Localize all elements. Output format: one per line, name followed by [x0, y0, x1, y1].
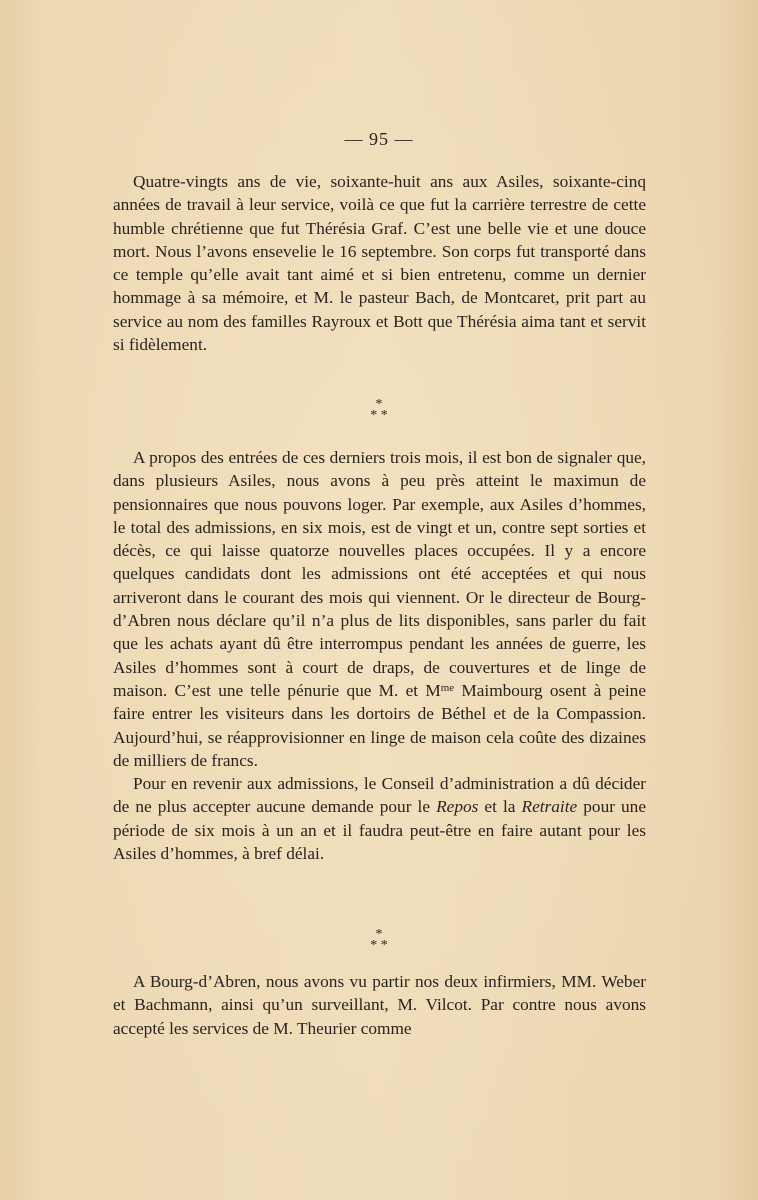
- page-number: — 95 —: [344, 129, 414, 149]
- superscript-me: me: [440, 681, 455, 694]
- separator-star-top: *: [375, 927, 383, 942]
- paragraph-bourg-dabren: A Bourg-d’Abren, nous avons vu partir nos deux infirmiers, MM. Weber et Bachmann, ainsi qu’un surveillant, M. Vilcot. Par contre nous avons accepté les services de M. Theurier comme: [113, 972, 646, 1038]
- paragraph-conseil-middle: et la: [478, 797, 522, 817]
- italic-repos: Repos: [436, 797, 479, 817]
- paragraph-conseil: [113, 772, 646, 865]
- section-separator-1: [0, 399, 758, 421]
- section-separator-2: [0, 929, 758, 951]
- paragraph-admissions-part-1: A propos des entrées de ces derniers trois mois, il est bon de signaler que, dans plusieurs Asiles, nous avons à peu près atteint le maximun de pensionnaires que nous pouvons loger. Par exemple, aux Asiles d’hommes, le total des admissions, en six mois, est de vingt et un, contre sept sorties et décès, ce qui laisse quatorze nouvelles places occupées. Il y a encore quelques candidats dont les admissions ont été acceptées et qui nous arriveront dans le courant des mois qui viennent. Or le directeur de Bourg-d’Abren nous déclare qu’il n’a plus de lits disponibles, sans parler du fait que les achats ayant dû être interrompus pendant les années de guerre, les Asiles d’hommes sont à court de draps, de couvertures et de linge de maison. C’est une telle pénurie que M. et M: [113, 448, 646, 700]
- section-1: [113, 170, 646, 356]
- paragraph-theresia: Quatre-vingts ans de vie, soixante-huit ans aux Asiles, soixante-cinq années de travail à leur service, voilà ce que fut la carrière terrestre de cette humble chrétienne que fut Thérésia Graf. C’est une belle vie et une douce mort. Nous l’avons ensevelie le 16 septembre. Son corps fut transporté dans ce temple qu’elle avait tant aimé et si bien entretenu, comme un dernier hommage à sa mémoire, et M. le pasteur Bach, de Montcaret, prit part au service au nom des familles Rayroux et Bott que Thérésia aima tant et servit si fidèlement.: [113, 172, 646, 355]
- separator-stars-bottom: * *: [370, 408, 388, 423]
- paragraph-conseil-start: Pour en revenir aux admissions, le Conseil d’administration a dû décider de ne plus accepter aucune demande pour le: [113, 774, 646, 817]
- italic-retraite: Retraite: [521, 797, 578, 817]
- separator-stars-bottom: * *: [370, 938, 388, 953]
- separator-star-top: *: [375, 397, 383, 412]
- section-3: [113, 970, 646, 1040]
- section-2: [113, 446, 646, 865]
- paragraph-admissions: [113, 446, 646, 772]
- paragraph-admissions-part-2: Maimbourg osent à peine faire entrer les visiteurs dans les dortoirs de Béthel et de la Compassion. Aujourd’hui, se réapprovisionner en linge de maison cela coûte des dizaines de milliers de francs.: [113, 680, 646, 770]
- paragraph-conseil-end: pour une période de six mois à un an et il faudra peut-être en faire autant pour les Asiles d’hommes, à bref délai.: [113, 797, 646, 864]
